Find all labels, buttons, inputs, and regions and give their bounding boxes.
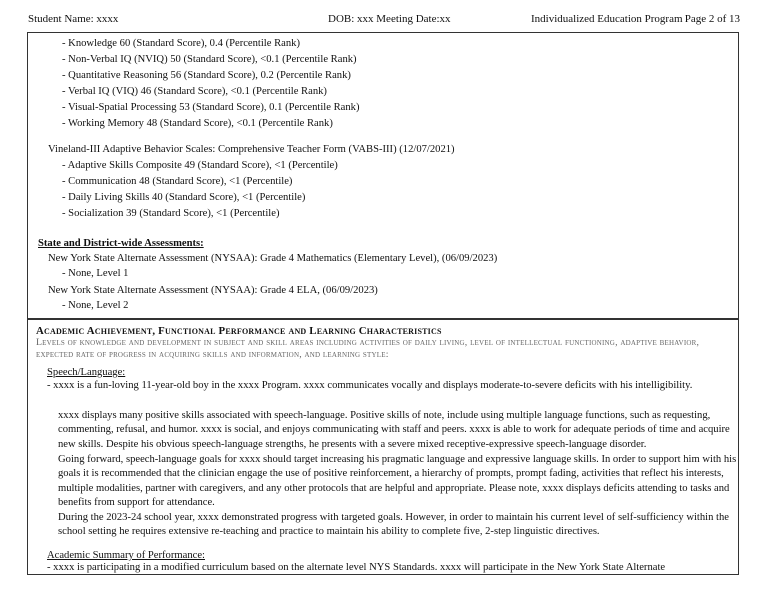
iq-item: - Quantitative Reasoning 56 (Standard Score), 0.2 (Percentile Rank) [62,70,351,81]
speech-language-heading: Speech/Language: [47,367,126,378]
iq-item: - Working Memory 48 (Standard Score), <0.1 (Percentile Rank) [62,118,333,129]
iq-item: - Verbal IQ (VIQ) 46 (Standard Score), <0.1 (Percentile Rank) [62,86,327,97]
speech-paragraph-1: xxxx displays many positive skills associated with speech-language. Positive skills of note, include using multiple language functions, such as requesting, commenting, refusal, and humor. xxxx is social, and enjoys communicating with staff and peers. xxxx is able to work for adequate periods of time and acquire new skills. Despite his obvious speech-language strengths, he presents with a severe mixed receptive-expressive speech-language disorder. [58,410,730,450]
academic-achievement-box [27,319,739,575]
speech-paragraph-3: During the 2023-24 school year, xxxx demonstrated progress with targeted goals. However, in order to maintain his current level of self-sufficiency within the school setting he requires extensive re-teaching and practice to maintain his ability to complete five, 2-step linguistic directives. [58,512,729,538]
speech-bullet: - xxxx is a fun-loving 11-year-old boy in the xxxx Program. xxxx communicates vocally and displays moderate-to-severe deficits with his intelligibility. [47,380,693,391]
test-results-box [27,32,739,319]
assessments-heading: State and District-wide Assessments: [38,238,204,249]
dob-meeting-date: DOB: xxx Meeting Date:xx [328,13,451,25]
section-subtitle: Levels of knowledge and development in subject and skill areas including activities of daily living, level of intellectual functioning, adaptive behavior, expected rate of progress in acquiring skills and information, and learning style: [36,337,700,360]
iq-item: - Visual-Spatial Processing 53 (Standard Score), 0.1 (Percentile Rank) [62,102,360,113]
iq-item: - Non-Verbal IQ (NVIQ) 50 (Standard Score), <0.1 (Percentile Rank) [62,54,357,65]
vineland-title: Vineland-III Adaptive Behavior Scales: Comprehensive Teacher Form (VABS-III) (12/07/2021) [48,144,455,155]
document-title: Individualized Education Program [531,13,683,25]
iq-item: - Knowledge 60 (Standard Score), 0.4 (Percentile Rank) [62,38,300,49]
assessment-result: - None, Level 2 [62,300,129,311]
assessment-title: New York State Alternate Assessment (NYSAA): Grade 4 Mathematics (Elementary Level), (06/09/2023) [48,253,498,264]
assessment-title: New York State Alternate Assessment (NYSAA): Grade 4 ELA, (06/09/2023) [48,285,378,296]
speech-paragraph-2: Going forward, speech-language goals for xxxx should target increasing his pragmatic language and expressive language skills. In order to support him with his goals it is recommended that the clinician engage the use of positive reinforcement, a hierarchy of prompts, prompt fading, activities that reflect his interests, multiple modalities, partner with caregivers, and any other protocols that are helpful and appropriate. Please note, xxxx displays deficits attending to tasks and benefits from support for attendance. [58,454,737,509]
page-header [28,13,740,29]
page-number: Page 2 of 13 [684,13,740,25]
vineland-item: - Communication 48 (Standard Score), <1 (Percentile) [62,176,293,187]
assessment-result: - None, Level 1 [62,268,129,279]
vineland-item: - Daily Living Skills 40 (Standard Score), <1 (Percentile) [62,192,306,203]
academic-summary-heading: Academic Summary of Performance: [47,550,205,561]
student-name: Student Name: xxxx [28,13,119,25]
academic-bullet: - xxxx is participating in a modified curriculum based on the alternate level NYS Standards. xxxx will participate in the New York State Alternate [47,562,666,573]
vineland-item: - Adaptive Skills Composite 49 (Standard Score), <1 (Percentile) [62,160,338,171]
section-title: Academic Achievement, Functional Performance and Learning Characteristics [36,325,442,337]
vineland-item: - Socialization 39 (Standard Score), <1 (Percentile) [62,208,280,219]
